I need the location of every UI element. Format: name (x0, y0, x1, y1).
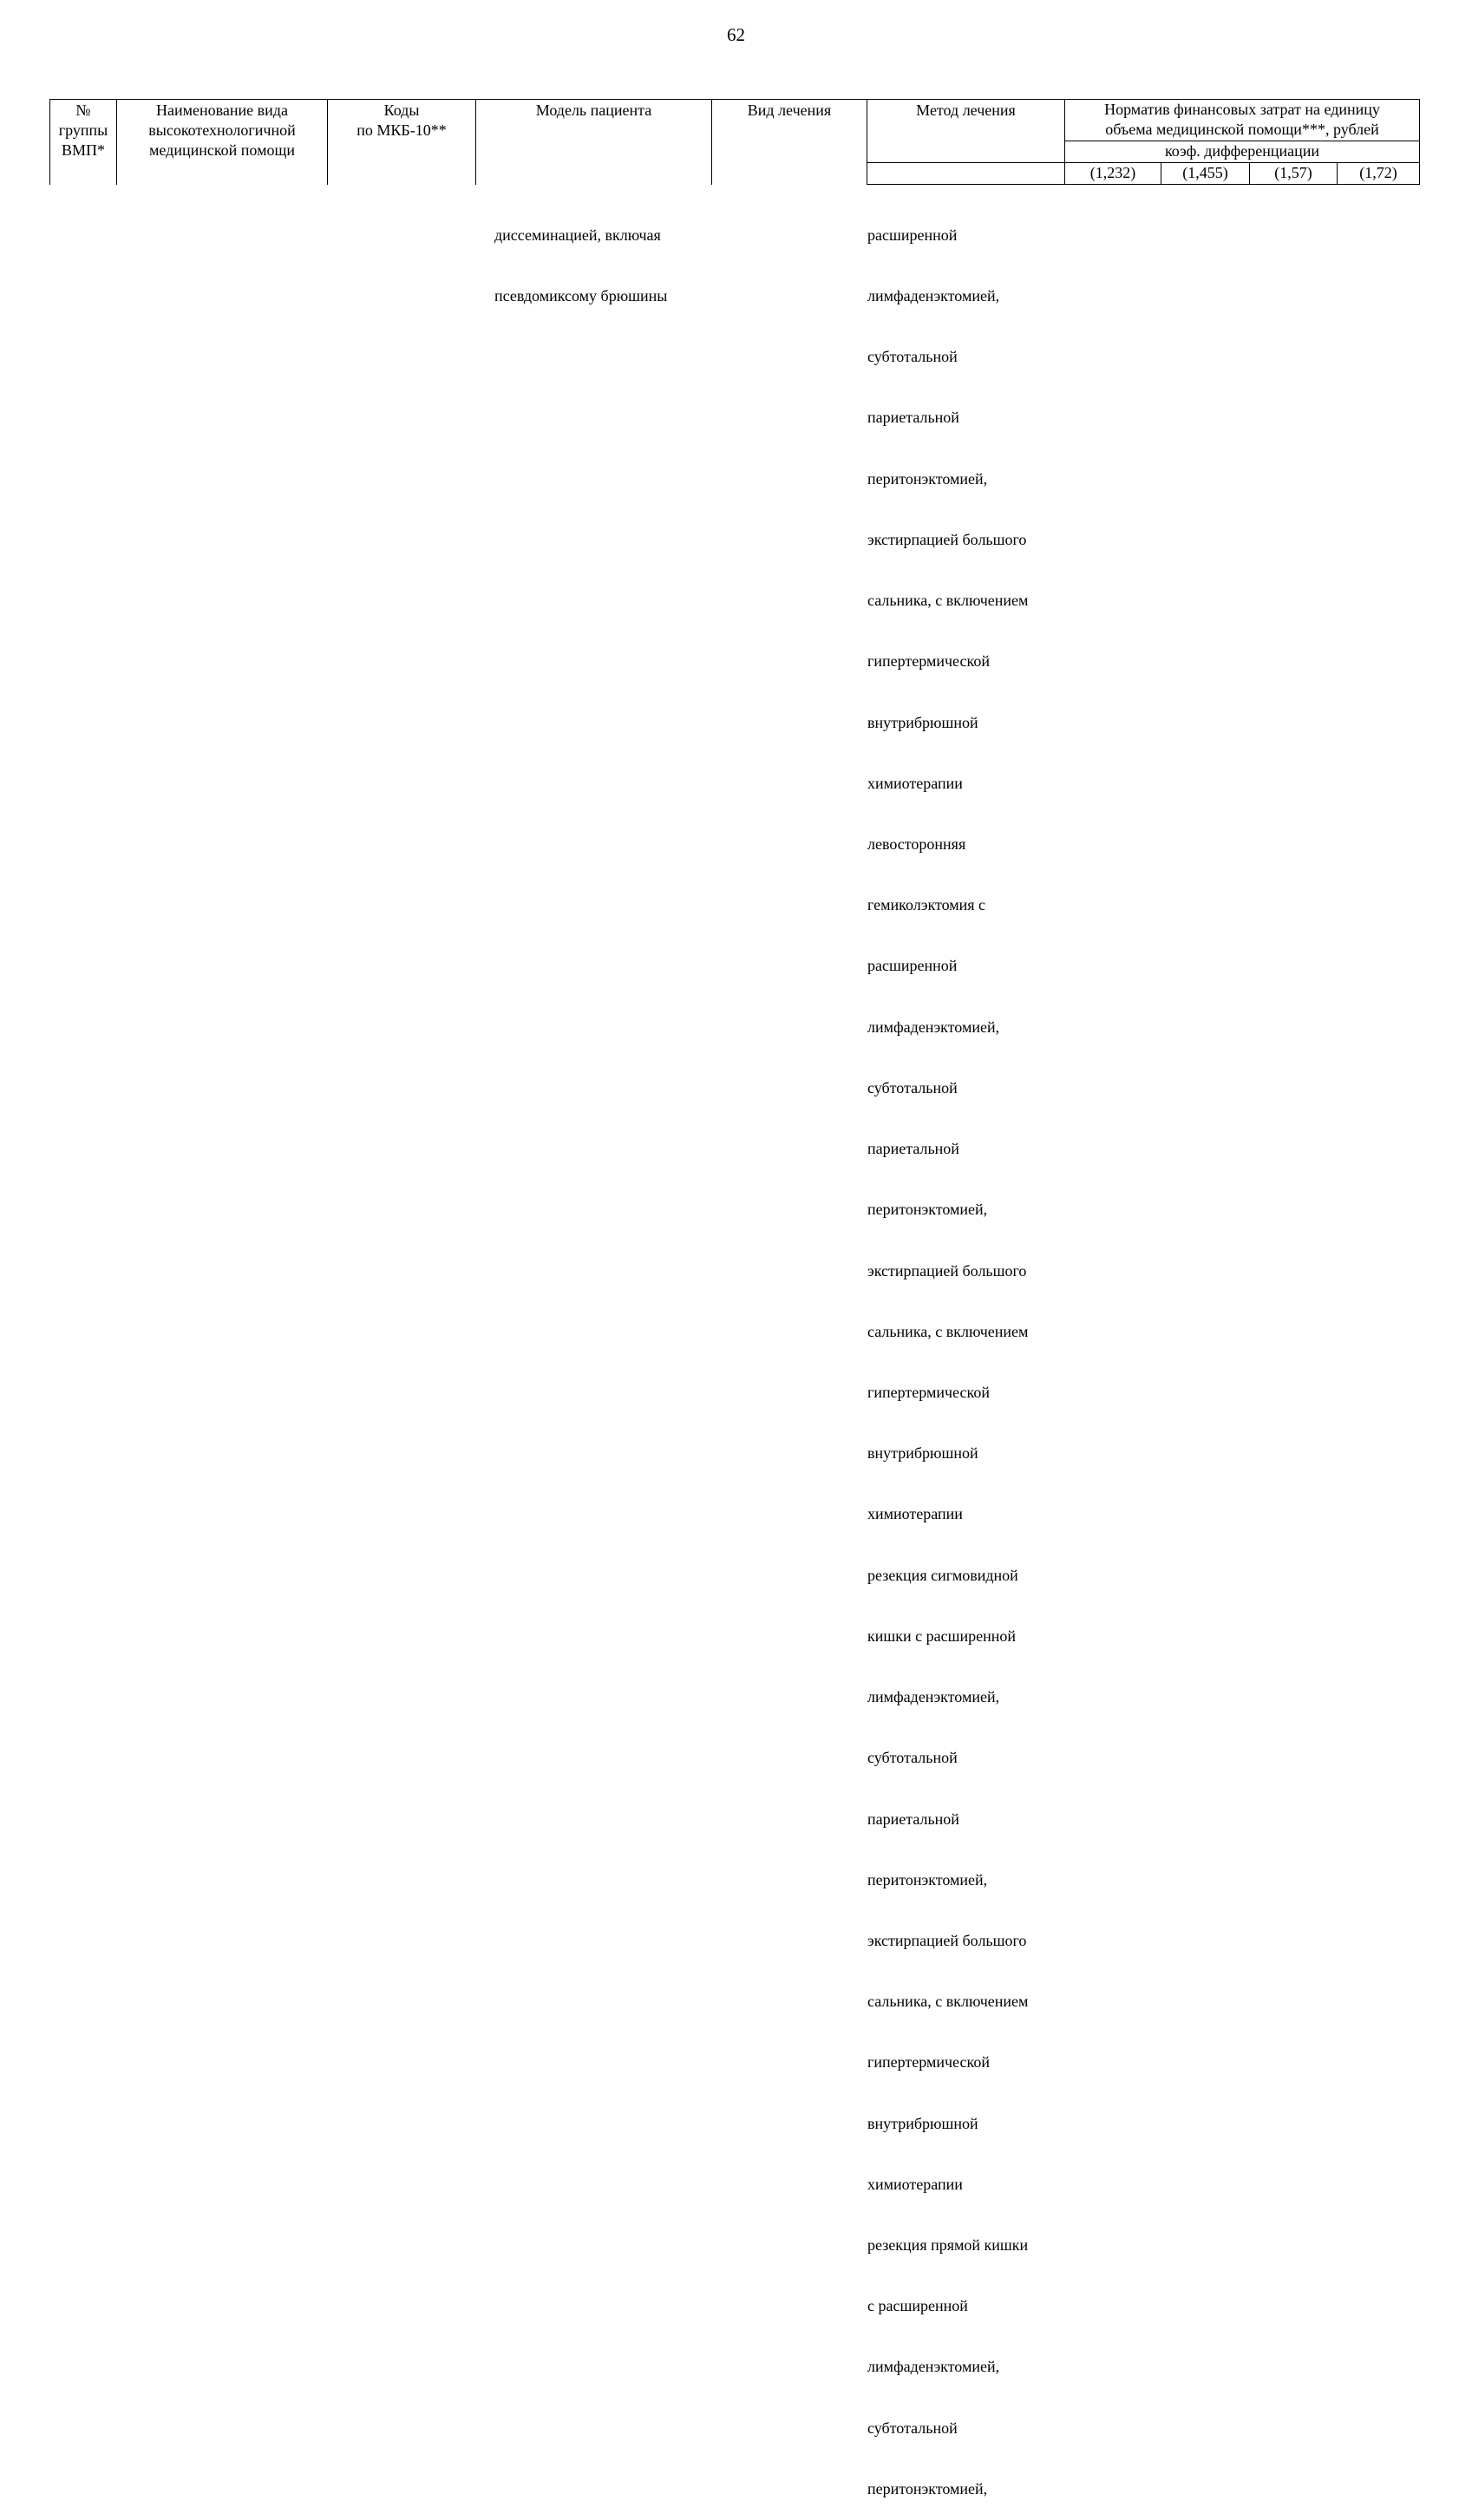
text-line: левосторонняя (867, 835, 966, 853)
text-line: экстирпацией большого (867, 530, 1027, 548)
header-line: (1,72) (1359, 164, 1397, 181)
header-line: высокотехнологичной (148, 121, 296, 139)
header-line: медицинской помощи (149, 141, 295, 159)
coef-value (1338, 163, 1419, 183)
method-cell-text (867, 185, 1028, 2520)
header-line: группы (58, 121, 108, 139)
page-number: 62 (727, 24, 745, 45)
coef-value (1161, 163, 1249, 183)
text-line: кишки с расширенной (867, 1627, 1016, 1645)
header-line: Наименование вида (156, 101, 288, 119)
text-line: париетальной (867, 1810, 959, 1828)
text-line: химиотерапии (867, 774, 963, 792)
header-norm (1065, 100, 1419, 140)
header-line: Коды (383, 101, 420, 119)
text-line: псевдомиксому брюшины (494, 287, 668, 305)
text-line: субтотальной (867, 1749, 958, 1767)
header-line: (1,232) (1089, 164, 1136, 181)
text-line: экстирпацией большого (867, 1931, 1027, 1949)
text-line: париетальной (867, 1140, 959, 1158)
text-line: субтотальной (867, 1078, 958, 1096)
text-line: с расширенной (867, 2297, 968, 2315)
text-line: лимфаденэктомией, (867, 287, 1000, 305)
header-line: (1,57) (1274, 164, 1312, 181)
header-line: № (75, 101, 91, 119)
model-cell-text (494, 185, 667, 327)
text-line: внутрибрюшной (867, 2114, 978, 2132)
text-line: лимфаденэктомией, (867, 2358, 1000, 2376)
text-line: перитонэктомией, (867, 2479, 988, 2497)
text-line: перитонэктомией, (867, 1870, 988, 1888)
text-line: резекция сигмовидной (867, 1566, 1018, 1584)
text-line: лимфаденэктомией, (867, 1688, 1000, 1706)
text-line: внутрибрюшной (867, 1444, 978, 1463)
header-kind (712, 101, 867, 121)
text-line: гипертермической (867, 1383, 990, 1401)
header-line: по МКБ-10** (357, 121, 447, 139)
text-line: гипертермической (867, 2053, 990, 2072)
text-line: внутрибрюшной (867, 713, 978, 731)
coef-value (1250, 163, 1337, 183)
column-border (1419, 99, 1420, 185)
text-line: перитонэктомией, (867, 469, 988, 488)
header-line: объема медицинской помощи***, рублей (1105, 121, 1379, 138)
header-line: Норматив финансовых затрат на единицу (1104, 101, 1380, 118)
text-line: химиотерапии (867, 2175, 963, 2193)
text-line: гемиколэктомия с (867, 896, 986, 914)
header-line: Метод лечения (916, 101, 1016, 119)
text-line: лимфаденэктомией, (867, 1018, 1000, 1036)
text-line: сальника, с включением (867, 1322, 1029, 1340)
header-method (867, 101, 1064, 121)
text-line: экстирпацией большого (867, 1261, 1027, 1280)
text-line: перитонэктомией, (867, 1201, 988, 1219)
text-line: расширенной (867, 957, 958, 975)
text-line: субтотальной (867, 2419, 958, 2437)
header-model (476, 101, 711, 121)
text-line: химиотерапии (867, 1505, 963, 1523)
header-codes (328, 101, 475, 141)
header-line: Вид лечения (747, 101, 832, 119)
coef-value (1065, 163, 1161, 183)
text-line: гипертермической (867, 652, 990, 671)
header-line: ВМП* (61, 141, 105, 159)
header-coef (1065, 141, 1419, 161)
header-line: коэф. дифференциации (1164, 142, 1320, 160)
text-line: субтотальной (867, 348, 958, 366)
header-line: Модель пациента (535, 101, 652, 119)
text-line: резекция прямой кишки (867, 2236, 1029, 2255)
header-line: (1,455) (1182, 164, 1228, 181)
text-line: париетальной (867, 409, 959, 427)
text-line: диссеминацией, включая (494, 226, 661, 244)
header-group-no (50, 101, 116, 160)
text-line: сальника, с включением (867, 1993, 1029, 2011)
text-line: расширенной (867, 226, 958, 244)
header-name (117, 101, 327, 160)
text-line: сальника, с включением (867, 592, 1029, 610)
table-header (49, 99, 1420, 185)
